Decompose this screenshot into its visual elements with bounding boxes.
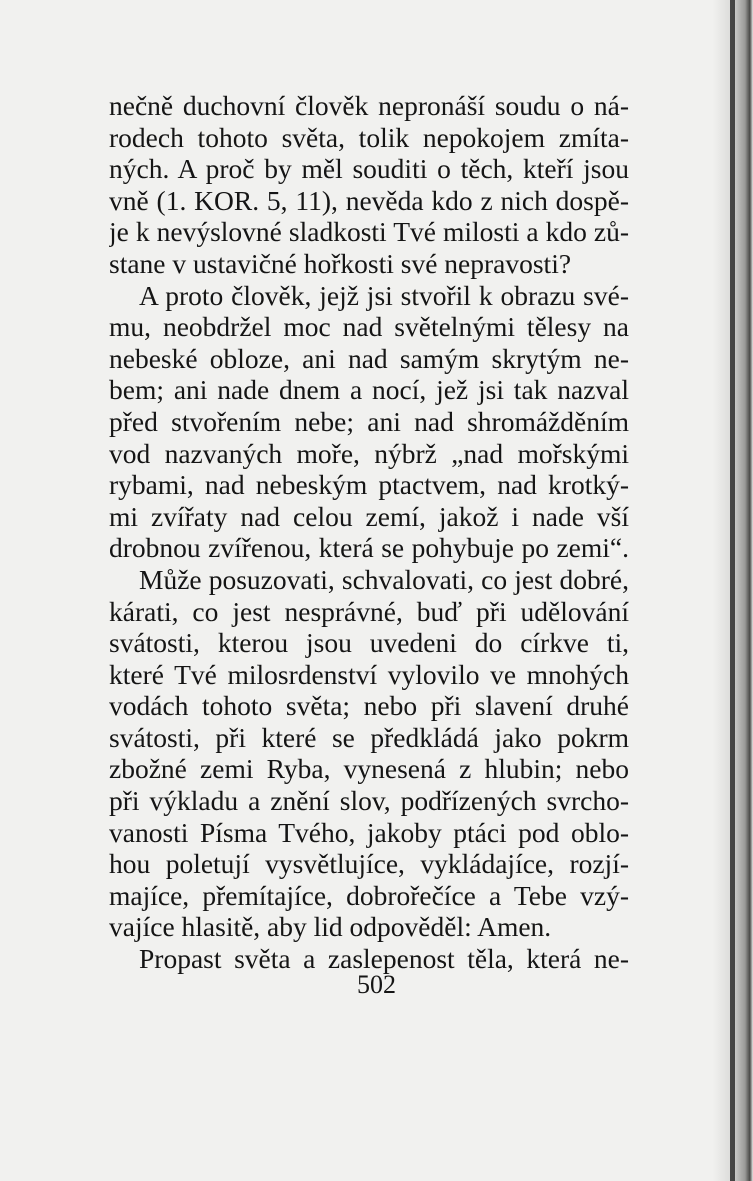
text-line: kárati, co jest nesprávné, buď při udělování	[109, 595, 629, 627]
text-line: rodech tohoto světa, tolik nepokojem zmíta-	[109, 121, 629, 153]
text-line: A proto člověk, jejž jsi stvořil k obrazu své-	[139, 279, 629, 311]
text-line: mu, neobdržel moc nad světelnými tělesy na	[109, 311, 629, 343]
text-line: vod nazvaných moře, nýbrž „nad mořskými	[109, 437, 629, 469]
text-line: které Tvé milosrdenství vylovilo ve mnohých	[109, 658, 629, 690]
text-line: vanosti Písma Tvého, jakoby ptáci pod oblo-	[109, 816, 629, 848]
text-line: majíce, přemítajíce, dobrořečíce a Tebe vzý-	[109, 879, 629, 911]
text-line: Propast světa a zaslepenost těla, která ne-	[139, 943, 629, 975]
text-line: nebeské obloze, ani nad samým skrytým ne-	[109, 342, 629, 374]
text-line: svátosti, při které se předkládá jako pokrm	[109, 721, 629, 753]
text-line: nečně duchovní člověk nepronáší soudu o ná-	[109, 90, 629, 121]
text-line: vně (1. KOR. 5, 11), nevěda kdo z nich dospě-	[109, 184, 629, 216]
text-line: při výkladu a znění slov, podřízených svrcho-	[109, 785, 629, 817]
text-line: drobnou zvířenou, která se pohybuje po zemi“.	[109, 532, 629, 564]
page-number: 502	[357, 970, 396, 999]
text-line: hou poletují vysvětlujíce, vykládajíce, rozjí-	[109, 848, 629, 880]
text-line: je k nevýslovné sladkosti Tvé milosti a kdo zů-	[109, 216, 629, 248]
text-line: ných. A proč by měl souditi o těch, kteří jsou	[109, 153, 629, 185]
text-line: mi zvířaty nad celou zemí, jakož i nade vší	[109, 500, 629, 532]
text-line: Může posuzovati, schvalovati, co jest dobré,	[139, 563, 629, 595]
text-line: stane v ustavičné hořkosti své nepravosti?	[109, 247, 572, 279]
text-line: vajíce hlasitě, aby lid odpověděl: Amen.	[109, 911, 552, 943]
text-line: rybami, nad nebeským ptactvem, nad krotký-	[109, 469, 629, 501]
page-edge-line	[730, 0, 735, 1181]
body-text	[109, 90, 629, 975]
text-line: vodách tohoto světa; nebo při slavení druhé	[109, 690, 629, 722]
text-line: bem; ani nade dnem a nocí, jež jsi tak nazval	[109, 374, 629, 406]
text-line: svátosti, kterou jsou uvedeni do církve ti,	[109, 627, 629, 659]
text-line: zbožné zemi Ryba, vynesená z hlubin; nebo	[109, 753, 629, 785]
text-line: před stvořením nebe; ani nad shromážděním	[109, 405, 629, 437]
